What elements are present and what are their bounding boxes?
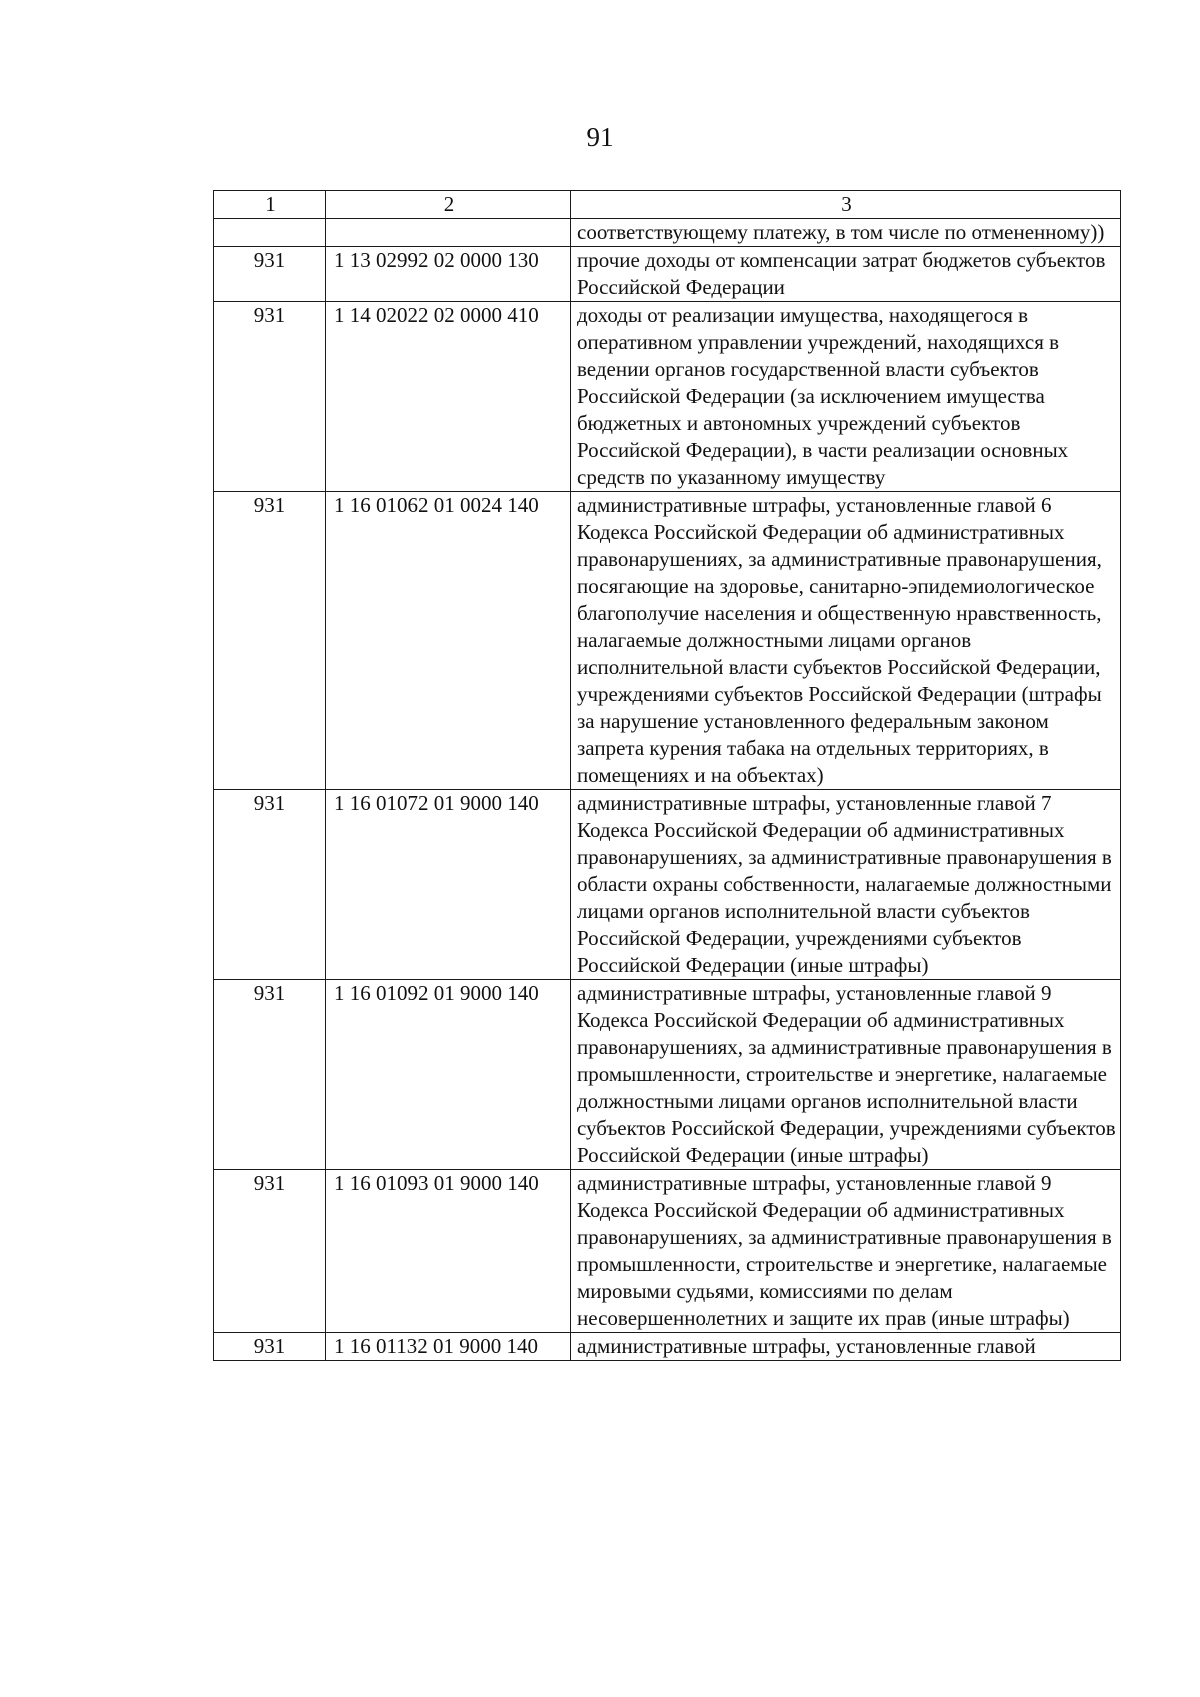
revenue-code-cell: 1 16 01062 01 0024 140 [326,492,571,790]
revenue-code-cell: 1 14 02022 02 0000 410 [326,302,571,492]
table-row [214,302,1121,492]
admin-code-cell [214,219,326,247]
revenue-code-cell: 1 16 01092 01 9000 140 [326,980,571,1170]
table-row [214,790,1121,980]
table-row [214,1170,1121,1333]
column-header-3: 3 [571,191,1121,219]
revenue-description-cell: доходы от реализации имущества, находящегося в оперативном управлении учреждений, находящихся в ведении органов государственной власти субъектов Российской Федерации (за исключением имущества бюджетных и автономных учреждений субъектов Российской Федерации), в части реализации основных средств по указанному имуществу [571,302,1121,492]
page-number: 91 [586,122,614,152]
column-header-2: 2 [326,191,571,219]
revenue-description-cell: административные штрафы, установленные главой [571,1333,1121,1361]
table-header-row [214,191,1121,219]
revenue-description-cell: административные штрафы, установленные главой 7 Кодекса Российской Федерации об административных правонарушениях, за административные правонарушения в области охраны собственности, налагаемые должностными лицами органов исполнительной власти субъектов Российской Федерации, учреждениями субъектов Российской Федерации (иные штрафы) [571,790,1121,980]
table-row [214,1333,1121,1361]
admin-code-cell: 931 [214,302,326,492]
table-row [214,219,1121,247]
revenue-description-cell: административные штрафы, установленные главой 9 Кодекса Российской Федерации об административных правонарушениях, за административные правонарушения в промышленности, строительстве и энергетике, налагаемые должностными лицами органов исполнительной власти субъектов Российской Федерации, учреждениями субъектов Российской Федерации (иные штрафы) [571,980,1121,1170]
table-row [214,980,1121,1170]
revenue-code-cell: 1 16 01072 01 9000 140 [326,790,571,980]
revenue-code-cell: 1 16 01132 01 9000 140 [326,1333,571,1361]
column-header-1: 1 [214,191,326,219]
revenue-code-cell [326,219,571,247]
revenue-description-cell: прочие доходы от компенсации затрат бюджетов субъектов Российской Федерации [571,247,1121,302]
revenue-codes-table [213,190,1121,1361]
admin-code-cell: 931 [214,1170,326,1333]
admin-code-cell: 931 [214,247,326,302]
admin-code-cell: 931 [214,492,326,790]
revenue-description-cell: административные штрафы, установленные главой 6 Кодекса Российской Федерации об административных правонарушениях, за административные правонарушения, посягающие на здоровье, санитарно-эпидемиологическое благополучие населения и общественную нравственность, налагаемые должностными лицами органов исполнительной власти субъектов Российской Федерации, учреждениями субъектов Российской Федерации (штрафы за нарушение установленного федеральным законом запрета курения табака на отдельных территориях, в помещениях и на объектах) [571,492,1121,790]
admin-code-cell: 931 [214,1333,326,1361]
revenue-description-cell: соответствующему платежу, в том числе по отмененному)) [571,219,1121,247]
revenue-code-cell: 1 16 01093 01 9000 140 [326,1170,571,1333]
table-row [214,247,1121,302]
revenue-code-cell: 1 13 02992 02 0000 130 [326,247,571,302]
revenue-description-cell: административные штрафы, установленные главой 9 Кодекса Российской Федерации об административных правонарушениях, за административные правонарушения в промышленности, строительстве и энергетике, налагаемые мировыми судьями, комиссиями по делам несовершеннолетних и защите их прав (иные штрафы) [571,1170,1121,1333]
table-row [214,492,1121,790]
admin-code-cell: 931 [214,790,326,980]
admin-code-cell: 931 [214,980,326,1170]
